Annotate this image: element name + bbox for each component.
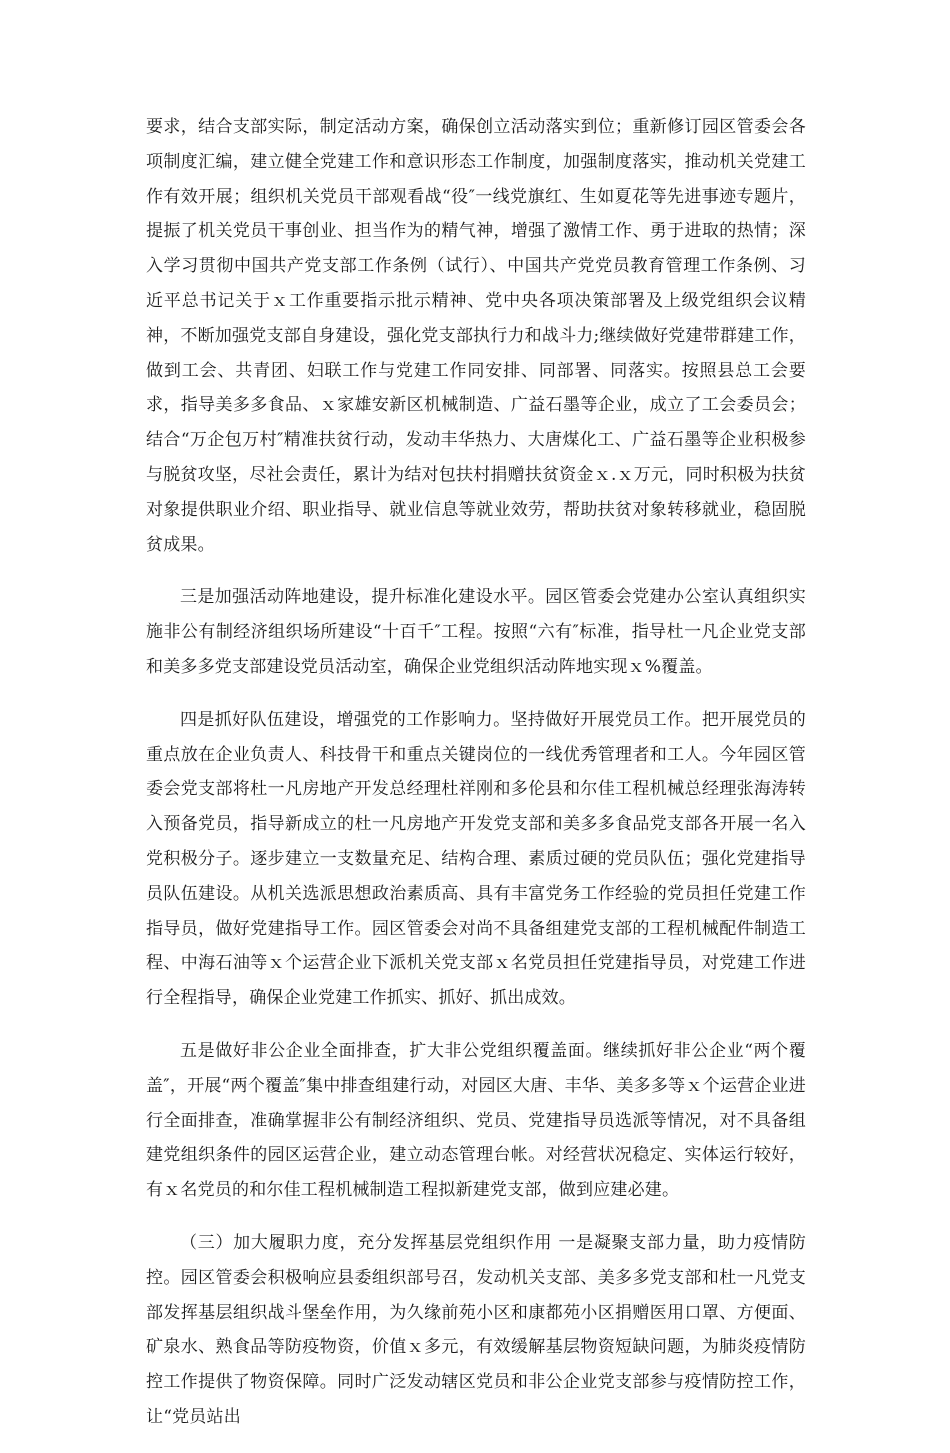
paragraph-continuation: 要求，结合支部实际，制定活动方案，确保创立活动落实到位；重新修订园区管委会各项制度汇编，建立健全党建工作和意识形态工作制度，加强制度落实，推动机关党建工作有效开展；组织机关党员干部观看战“役″一线党旗红、生如夏花等先进事迹专题片，提振了机关党员干事创业、担当作为的精气神，增强了激情工作、勇于进取的热情；深入学习贯彻中国共产党支部工作条例（试行）、中国共产党党员教育管理工作条例、习近平总书记关于ｘ工作重要指示批示精神、党中央各项决策部署及上级党组织会议精神，不断加强党支部自身建设，强化党支部执行力和战斗力;继续做好党建带群建工作，做到工会、共青团、妇联工作与党建工作同安排、同部署、同落实。按照县总工会要求，指导美多多食品、ｘ家雄安新区机械制造、广益石墨等企业，成立了工会委员会；结合“万企包万村″精准扶贫行动，发动丰华热力、大唐煤化工、广益石墨等企业积极参与脱贫攻坚，尽社会责任，累计为结对包扶村捐赠扶贫资金ｘ.ｘ万元，同时积极为扶贫对象提供职业介绍、职业指导、就业信息等就业效劳，帮助扶贫对象转移就业，稳固脱贫成果。 bbox=[146, 117, 806, 555]
paragraph-coverage-survey: 五是做好非公企业全面排查，扩大非公党组织覆盖面。继续抓好非公企业“两个覆盖″，开展“两个覆盖″集中排查组建行动，对园区大唐、丰华、美多多等ｘ个运营企业进行全面排查，准确掌握非公有制经济组织、党员、党建指导员选派等情况，对不具备组建党组织条件的园区运营企业，建立动态管理台帐。对经营状况稳定、实体运行较好，有ｘ名党员的和尔佳工程机械制造工程拟新建党支部，做到应建必建。 bbox=[146, 1040, 806, 1201]
paragraph-activity-venue: 三是加强活动阵地建设，提升标准化建设水平。园区管委会党建办公室认真组织实施非公有制经济组织场所建设“十百千″工程。按照“六有″标准，指导杜一凡企业党支部和美多多党支部建设党员活动室，确保企业党组织活动阵地实现ｘ%覆盖。 bbox=[146, 587, 806, 677]
paragraph-epidemic-control: （三）加大履职力度，充分发挥基层党组织作用 一是凝聚支部力量，助力疫情防控。园区管委会积极响应县委组织部号召，发动机关支部、美多多党支部和杜一凡党支部发挥基层组织战斗堡垒作用，为久缘前苑小区和康都苑小区捐赠医用口罩、方便面、矿泉水、熟食品等防疫物资，价值ｘ多元，有效缓解基层物资短缺问题，为肺炎疫情防控工作提供了物资保障。同时广泛发动辖区党员和非公企业党支部参与疫情防控工作，让“党员站出 bbox=[146, 1232, 806, 1427]
document-body bbox=[146, 110, 806, 1453]
paragraph-team-building: 四是抓好队伍建设，增强党的工作影响力。坚持做好开展党员工作。把开展党员的重点放在企业负责人、科技骨干和重点关键岗位的一线优秀管理者和工人。今年园区管委会党支部将杜一凡房地产开发总经理杜祥刚和多伦县和尔佳工程机械总经理张海涛转入预备党员，指导新成立的杜一凡房地产开发党支部和美多多食品党支部各开展一名入党积极分子。逐步建立一支数量充足、结构合理、素质过硬的党员队伍；强化党建指导员队伍建设。从机关选派思想政治素质高、具有丰富党务工作经验的党员担任党建工作指导员，做好党建指导工作。园区管委会对尚不具备组建党支部的工程机械配件制造工程、中海石油等ｘ个运营企业下派机关党支部ｘ名党员担任党建指导员，对党建工作进行全程指导，确保企业党建工作抓实、抓好、抓出成效。 bbox=[146, 709, 806, 1009]
